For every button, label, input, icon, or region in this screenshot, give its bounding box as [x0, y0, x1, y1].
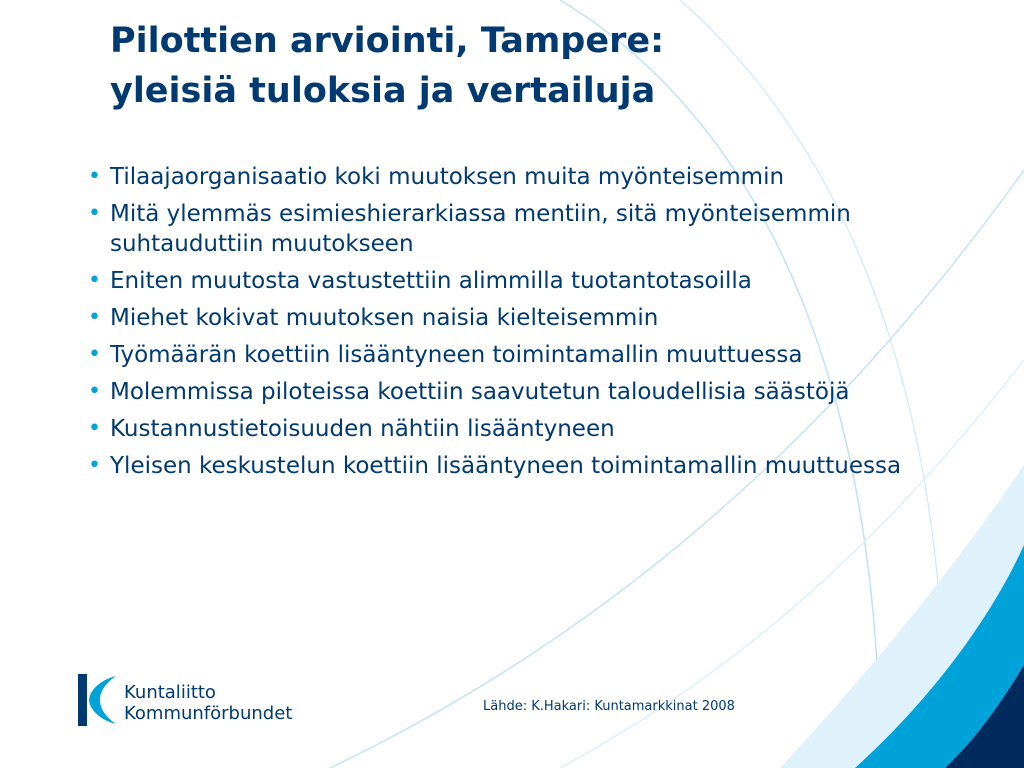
logo-line-1: Kuntaliitto	[124, 682, 216, 703]
bullet-item	[86, 303, 926, 333]
bullet-dot-icon: •	[88, 416, 101, 441]
bullet-item	[86, 266, 926, 296]
bullet-dot-icon: •	[88, 268, 101, 293]
bullet-dot-icon: •	[88, 305, 101, 330]
title-line-1: Pilottien arviointi, Tampere:	[110, 21, 665, 61]
bullet-list	[86, 162, 926, 488]
bullet-item	[86, 340, 926, 370]
logo-line-2: Kommunförbundet	[124, 703, 293, 724]
bullet-text: Mitä ylemmäs esimieshierarkiassa mentiin, sitä myönteisemmin suhtauduttiin muutokseen	[110, 201, 851, 257]
slide-title	[110, 16, 664, 116]
bullet-item	[86, 451, 926, 481]
bullet-text: Työmäärän koettiin lisääntyneen toimintamallin muuttuessa	[110, 342, 803, 368]
bullet-text: Eniten muutosta vastustettiin alimmilla tuotantotasoilla	[110, 268, 752, 294]
bullet-text: Kustannustietoisuuden nähtiin lisääntyneen	[110, 416, 615, 442]
bullet-dot-icon: •	[88, 164, 101, 189]
bullet-dot-icon: •	[88, 379, 101, 404]
title-line-2: yleisiä tuloksia ja vertailuja	[110, 71, 656, 111]
bullet-dot-icon: •	[88, 453, 101, 478]
bullet-item	[86, 377, 926, 407]
logo-wordmark	[124, 682, 292, 724]
bullet-text: Tilaajaorganisaatio koki muutoksen muita myönteisemmin	[110, 164, 785, 190]
bullet-text: Molemmissa piloteissa koettiin saavutetun taloudellisia säästöjä	[110, 379, 850, 405]
bullet-text: Yleisen keskustelun koettiin lisääntyneen toimintamallin muuttuessa	[110, 453, 902, 479]
bullet-dot-icon: •	[88, 201, 101, 226]
source-note: Lähde: K.Hakari: Kuntamarkkinat 2008	[483, 699, 735, 714]
kuntaliitto-logo-icon	[76, 672, 120, 728]
bullet-text: Miehet kokivat muutoksen naisia kielteisemmin	[110, 305, 659, 331]
bullet-item	[86, 162, 926, 192]
bullet-item	[86, 199, 926, 259]
bullet-dot-icon: •	[88, 342, 101, 367]
bullet-item	[86, 414, 926, 444]
kuntaliitto-logo	[76, 672, 336, 732]
